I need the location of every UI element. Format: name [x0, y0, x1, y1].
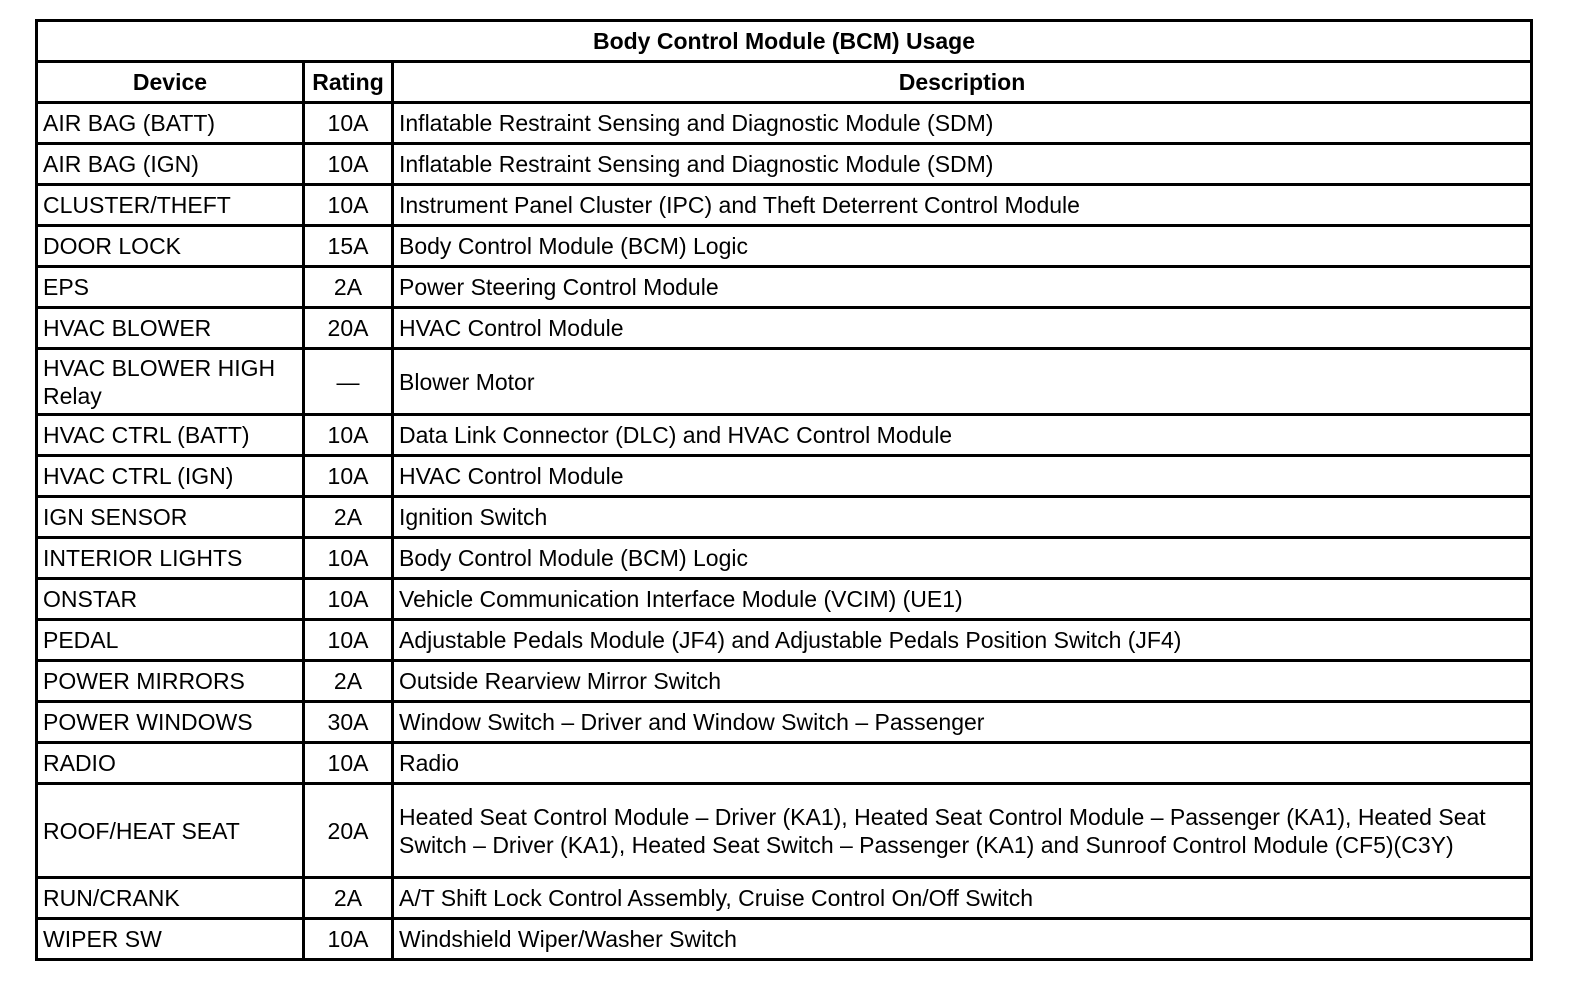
cell-device: INTERIOR LIGHTS [38, 539, 305, 580]
cell-device: PEDAL [38, 621, 305, 662]
cell-description: Data Link Connector (DLC) and HVAC Control Module [394, 416, 1530, 457]
cell-description: Body Control Module (BCM) Logic [394, 539, 1530, 580]
table-row [38, 580, 1530, 621]
cell-description: Vehicle Communication Interface Module (VCIM) (UE1) [394, 580, 1530, 621]
cell-device: AIR BAG (IGN) [38, 145, 305, 186]
table-row [38, 879, 1530, 920]
cell-description: HVAC Control Module [394, 309, 1530, 350]
cell-description: Blower Motor [394, 350, 1530, 416]
cell-description: Outside Rearview Mirror Switch [394, 662, 1530, 703]
table-row [38, 268, 1530, 309]
cell-device: POWER WINDOWS [38, 703, 305, 744]
table-header-row [38, 63, 1530, 104]
header-device: Device [38, 63, 305, 104]
cell-description: Ignition Switch [394, 498, 1530, 539]
table-row [38, 703, 1530, 744]
header-description: Description [394, 63, 1530, 104]
cell-description: Windshield Wiper/Washer Switch [399, 926, 737, 952]
table-row [38, 457, 1530, 498]
cell-description: Instrument Panel Cluster (IPC) and Theft Deterrent Control Module [394, 186, 1530, 227]
cell-device: ROOF/HEAT SEAT [38, 785, 305, 879]
table-row [38, 498, 1530, 539]
cell-rating: 10A [305, 621, 394, 662]
table-title-row [38, 22, 1530, 63]
bcm-usage-table [35, 19, 1533, 961]
cell-rating: 10A [305, 744, 394, 785]
cell-rating: 10A [305, 145, 394, 186]
cell-rating: 10A [305, 416, 394, 457]
table-row [38, 186, 1530, 227]
cell-description: Inflatable Restraint Sensing and Diagnostic Module (SDM) [394, 145, 1530, 186]
cell-device: HVAC BLOWER [38, 309, 305, 350]
table-row [38, 309, 1530, 350]
cell-device: RADIO [38, 744, 305, 785]
cell-rating: 10A [305, 104, 394, 145]
table-row [38, 920, 1530, 958]
cell-device: EPS [38, 268, 305, 309]
cell-rating: 30A [305, 703, 394, 744]
cell-rating: 2A [305, 662, 394, 703]
table-row [38, 744, 1530, 785]
table-row [38, 104, 1530, 145]
cell-description: A/T Shift Lock Control Assembly, Cruise Control On/Off Switch [394, 879, 1530, 920]
cell-rating: 2A [305, 498, 394, 539]
cell-description: HVAC Control Module [394, 457, 1530, 498]
cell-device: HVAC BLOWER HIGH Relay [38, 350, 305, 416]
table-row [38, 227, 1530, 268]
cell-rating: 2A [305, 268, 394, 309]
table-row [38, 662, 1530, 703]
cell-device: CLUSTER/THEFT [38, 186, 305, 227]
cell-device: AIR BAG (BATT) [38, 104, 305, 145]
table-row [38, 416, 1530, 457]
cell-description: Heated Seat Control Module – Driver (KA1), Heated Seat Control Module – Passenger (KA1), Heated Seat Switch – Driver (KA1), Heated Seat Switch – Passenger (KA1) and Sunroof Control Module (CF5)(C3Y) [394, 785, 1530, 879]
bcm-usage-table-container [35, 19, 1533, 961]
cell-device: RUN/CRANK [38, 879, 305, 920]
cell-device: IGN SENSOR [38, 498, 305, 539]
cell-device: POWER MIRRORS [38, 662, 305, 703]
table-title: Body Control Module (BCM) Usage [38, 22, 1530, 63]
cell-rating: 20A [305, 309, 394, 350]
table-row [38, 539, 1530, 580]
cell-device: HVAC CTRL (IGN) [38, 457, 305, 498]
cell-rating: 10A [305, 457, 394, 498]
cell-rating: 15A [305, 227, 394, 268]
cell-rating: 10A [305, 539, 394, 580]
cell-device: DOOR LOCK [38, 227, 305, 268]
header-rating: Rating [305, 63, 394, 104]
cell-device: WIPER SW [38, 920, 305, 958]
cell-rating: 20A [305, 785, 394, 879]
table-row [38, 145, 1530, 186]
cell-description: Window Switch – Driver and Window Switch – Passenger [394, 703, 1530, 744]
cell-description: Inflatable Restraint Sensing and Diagnostic Module (SDM) [394, 104, 1530, 145]
cell-rating: 2A [305, 879, 394, 920]
table-row [38, 350, 1530, 416]
cell-rating: 10A [305, 186, 394, 227]
cell-rating: 10A [305, 920, 394, 958]
table-row [38, 785, 1530, 879]
cell-description: Body Control Module (BCM) Logic [394, 227, 1530, 268]
cell-device: ONSTAR [38, 580, 305, 621]
cell-rating: — [305, 350, 394, 416]
cell-description: Adjustable Pedals Module (JF4) and Adjustable Pedals Position Switch (JF4) [394, 621, 1530, 662]
cell-rating: 10A [305, 580, 394, 621]
cell-device: HVAC CTRL (BATT) [38, 416, 305, 457]
cell-description: Power Steering Control Module [394, 268, 1530, 309]
table-row [38, 621, 1530, 662]
cell-description: Radio [394, 744, 1530, 785]
